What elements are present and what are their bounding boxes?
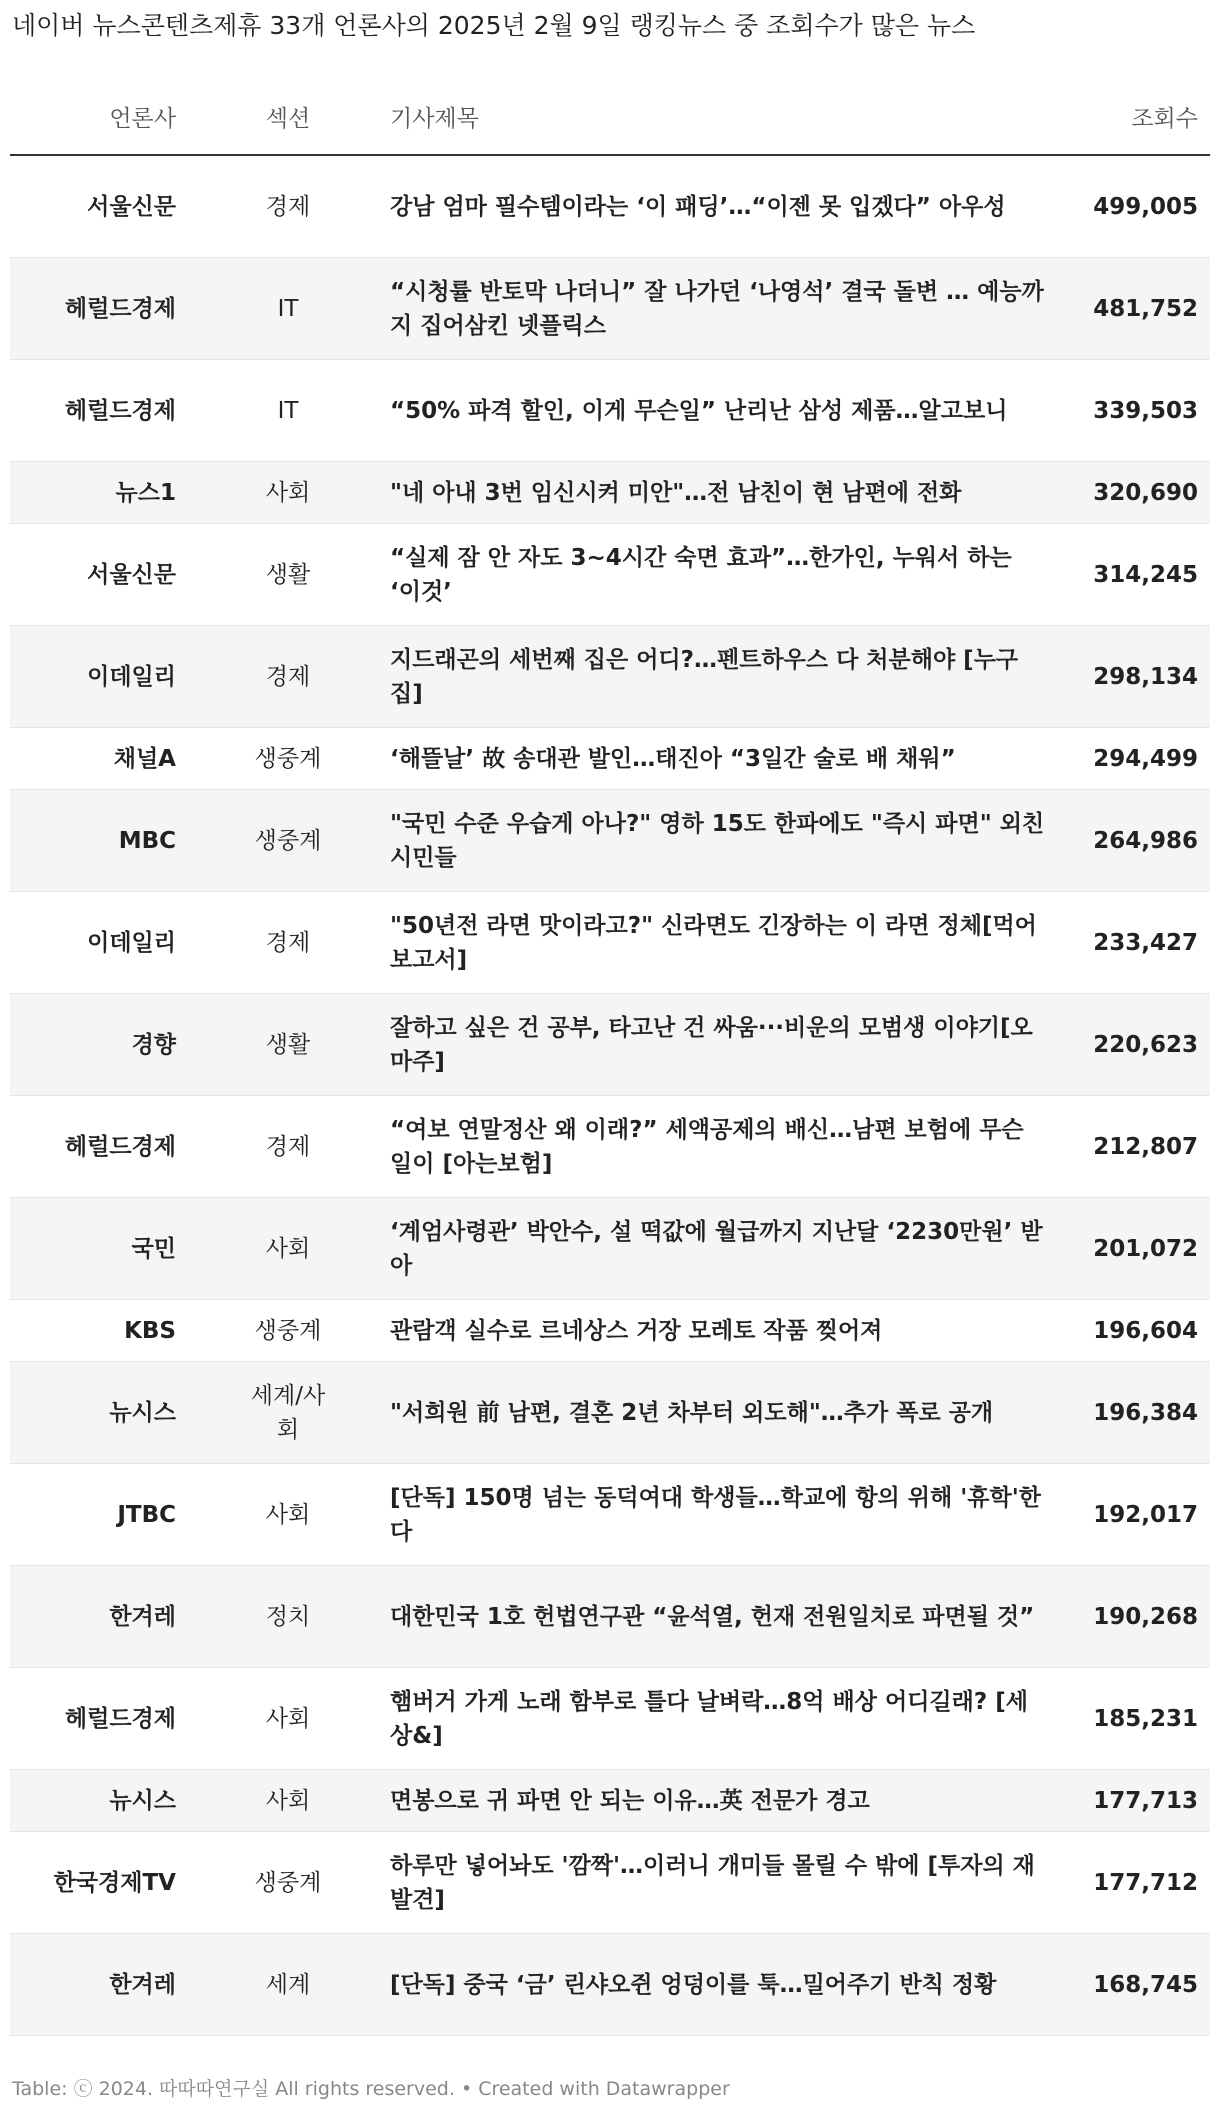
table-row	[10, 1566, 1210, 1668]
section-cell: 생활	[265, 561, 311, 588]
views-cell: 196,384	[1093, 1399, 1198, 1426]
table-row	[10, 1096, 1210, 1198]
views-cell: 264,986	[1093, 827, 1198, 854]
publisher-cell: 경향	[131, 1031, 176, 1058]
publisher-cell: 한겨레	[109, 1603, 176, 1630]
headline-cell[interactable]: 대한민국 1호 헌법연구관 “윤석열, 헌재 전원일치로 파면될 것”	[390, 1603, 1035, 1630]
publisher-cell: 이데일리	[87, 663, 176, 690]
views-cell: 339,503	[1093, 397, 1198, 424]
table-row	[10, 258, 1210, 360]
views-cell: 298,134	[1093, 663, 1198, 690]
headline-cell[interactable]: [단독] 150명 넘는 동덕여대 학생들…학교에 항의 위해 '휴학'한다	[390, 1484, 1041, 1545]
section-cell: 경제	[265, 193, 311, 220]
section-cell: 세계/사회	[250, 1382, 326, 1443]
views-cell: 499,005	[1093, 193, 1198, 220]
table-row	[10, 1300, 1210, 1362]
table-row	[10, 1362, 1210, 1464]
section-cell: 사회	[265, 1787, 311, 1814]
views-cell: 192,017	[1093, 1501, 1198, 1528]
views-cell: 168,745	[1093, 1971, 1198, 1998]
table-row	[10, 1770, 1210, 1832]
views-cell: 190,268	[1093, 1603, 1198, 1630]
publisher-cell: 뉴스1	[115, 479, 176, 506]
headline-cell[interactable]: "50년전 라면 맛이라고?" 신라면도 긴장하는 이 라면 정체[먹어보고서]	[390, 912, 1037, 973]
headline-cell[interactable]: ‘계엄사령관’ 박안수, 설 떡값에 월급까지 지난달 ‘2230만원’ 받아	[390, 1218, 1043, 1279]
section-cell: 사회	[265, 1705, 311, 1732]
table-row	[10, 360, 1210, 462]
section-cell: 사회	[265, 1235, 311, 1262]
publisher-cell: 채널A	[113, 745, 176, 772]
table-row	[10, 1934, 1210, 2036]
publisher-cell: 뉴시스	[109, 1399, 176, 1426]
table-row	[10, 156, 1210, 258]
publisher-cell: MBC	[118, 827, 176, 854]
header-headline[interactable]: 기사제목	[390, 106, 479, 132]
headline-cell[interactable]: [단독] 중국 ‘금’ 린샤오쥔 엉덩이를 툭…밀어주기 반칙 정황	[390, 1971, 997, 1998]
headline-cell[interactable]: “여보 연말정산 왜 이래?” 세액공제의 배신…남편 보험에 무슨 일이 [아는보험]	[390, 1116, 1024, 1177]
table-row	[10, 1668, 1210, 1770]
headline-cell[interactable]: “50% 파격 할인, 이게 무슨일” 난리난 삼성 제품…알고보니	[390, 397, 1008, 424]
table-header	[10, 88, 1210, 156]
views-cell: 320,690	[1093, 479, 1198, 506]
section-cell: 생활	[265, 1031, 311, 1058]
views-cell: 201,072	[1093, 1235, 1198, 1262]
publisher-cell: 서울신문	[87, 561, 176, 588]
publisher-cell: 헤럴드경제	[64, 1705, 176, 1732]
headline-cell[interactable]: 지드래곤의 세번째 집은 어디?…펜트하우스 다 처분해야 [누구집]	[390, 646, 1019, 707]
headline-cell[interactable]: 면봉으로 귀 파면 안 되는 이유…英 전문가 경고	[390, 1787, 870, 1814]
views-cell: 196,604	[1093, 1317, 1198, 1344]
publisher-cell: KBS	[124, 1317, 176, 1344]
publisher-cell: 국민	[131, 1235, 176, 1262]
publisher-cell: 한국경제TV	[53, 1869, 176, 1896]
section-cell: 정치	[265, 1603, 311, 1630]
table-row	[10, 728, 1210, 790]
section-cell: 경제	[265, 1133, 311, 1160]
table-row	[10, 524, 1210, 626]
views-cell: 294,499	[1093, 745, 1198, 772]
publisher-cell: 이데일리	[87, 929, 176, 956]
views-cell: 177,712	[1093, 1869, 1198, 1896]
section-cell: 사회	[265, 479, 311, 506]
header-views[interactable]: 조회수	[1131, 106, 1198, 132]
views-cell: 185,231	[1093, 1705, 1198, 1732]
section-cell: 생중계	[254, 1317, 322, 1344]
section-cell: 생중계	[254, 745, 322, 772]
headline-cell[interactable]: 잘하고 싶은 건 공부, 타고난 건 싸움···비운의 모범생 이야기[오마주]	[390, 1014, 1033, 1075]
publisher-cell: 서울신문	[87, 193, 176, 220]
views-cell: 314,245	[1093, 561, 1198, 588]
table-row	[10, 790, 1210, 892]
headline-cell[interactable]: "국민 수준 우습게 아나?" 영하 15도 한파에도 "즉시 파면" 외친 시민들	[390, 810, 1045, 871]
section-cell: 생중계	[254, 827, 322, 854]
section-cell: 경제	[265, 929, 311, 956]
page-title: 네이버 뉴스콘텐츠제휴 33개 언론사의 2025년 2월 9일 랭킹뉴스 중 조회수가 많은 뉴스	[12, 11, 976, 40]
views-cell: 220,623	[1093, 1031, 1198, 1058]
section-cell: 사회	[265, 1501, 311, 1528]
table-row	[10, 892, 1210, 994]
views-cell: 177,713	[1093, 1787, 1198, 1814]
table-row	[10, 1832, 1210, 1934]
headline-cell[interactable]: 햄버거 가게 노래 함부로 틀다 날벼락…8억 배상 어디길래? [세상&]	[390, 1688, 1028, 1749]
header-publisher[interactable]: 언론사	[109, 106, 176, 132]
section-cell: IT	[277, 397, 299, 424]
table-row	[10, 1464, 1210, 1566]
ranking-table	[10, 88, 1210, 2036]
headline-cell[interactable]: 강남 엄마 필수템이라는 ‘이 패딩’…“이젠 못 입겠다” 아우성	[390, 193, 1006, 220]
publisher-cell: 헤럴드경제	[64, 397, 176, 424]
publisher-cell: 헤럴드경제	[64, 1133, 176, 1160]
publisher-cell: 헤럴드경제	[64, 295, 176, 322]
section-cell: 세계	[265, 1971, 311, 1998]
section-cell: 생중계	[254, 1869, 322, 1896]
views-cell: 212,807	[1093, 1133, 1198, 1160]
headline-cell[interactable]: ‘해뜰날’ 故 송대관 발인…태진아 “3일간 술로 배 채워”	[390, 745, 956, 772]
table-row	[10, 462, 1210, 524]
publisher-cell: 뉴시스	[109, 1787, 176, 1814]
table-row	[10, 1198, 1210, 1300]
headline-cell[interactable]: 하루만 넣어놔도 '깜짝'…이러니 개미들 몰릴 수 밖에 [투자의 재발견]	[390, 1852, 1035, 1913]
headline-cell[interactable]: “시청률 반토막 나더니” 잘 나가던 ‘나영석’ 결국 돌변 … 예능까지 집어삼킨 넷플릭스	[390, 278, 1044, 339]
table-row	[10, 626, 1210, 728]
table-body	[10, 156, 1210, 2036]
footer-credit: Table: ⓒ 2024. 따따따연구실 All rights reserved. • Created with Datawrapper	[12, 2078, 730, 2100]
headline-cell[interactable]: 관람객 실수로 르네상스 거장 모레토 작품 찢어져	[390, 1317, 883, 1344]
section-cell: 경제	[265, 663, 311, 690]
section-cell: IT	[277, 295, 299, 322]
headline-cell[interactable]: “실제 잠 안 자도 3~4시간 숙면 효과”…한가인, 누워서 하는 ‘이것’	[390, 544, 1012, 605]
table-row	[10, 994, 1210, 1096]
publisher-cell: JTBC	[117, 1501, 176, 1528]
views-cell: 233,427	[1093, 929, 1198, 956]
views-cell: 481,752	[1093, 295, 1198, 322]
headline-cell[interactable]: "네 아내 3번 임신시켜 미안"…전 남친이 현 남편에 전화	[390, 479, 962, 506]
header-section[interactable]: 섹션	[265, 106, 311, 132]
publisher-cell: 한겨레	[109, 1971, 176, 1998]
headline-cell[interactable]: "서희원 前 남편, 결혼 2년 차부터 외도해"…추가 폭로 공개	[390, 1399, 994, 1426]
